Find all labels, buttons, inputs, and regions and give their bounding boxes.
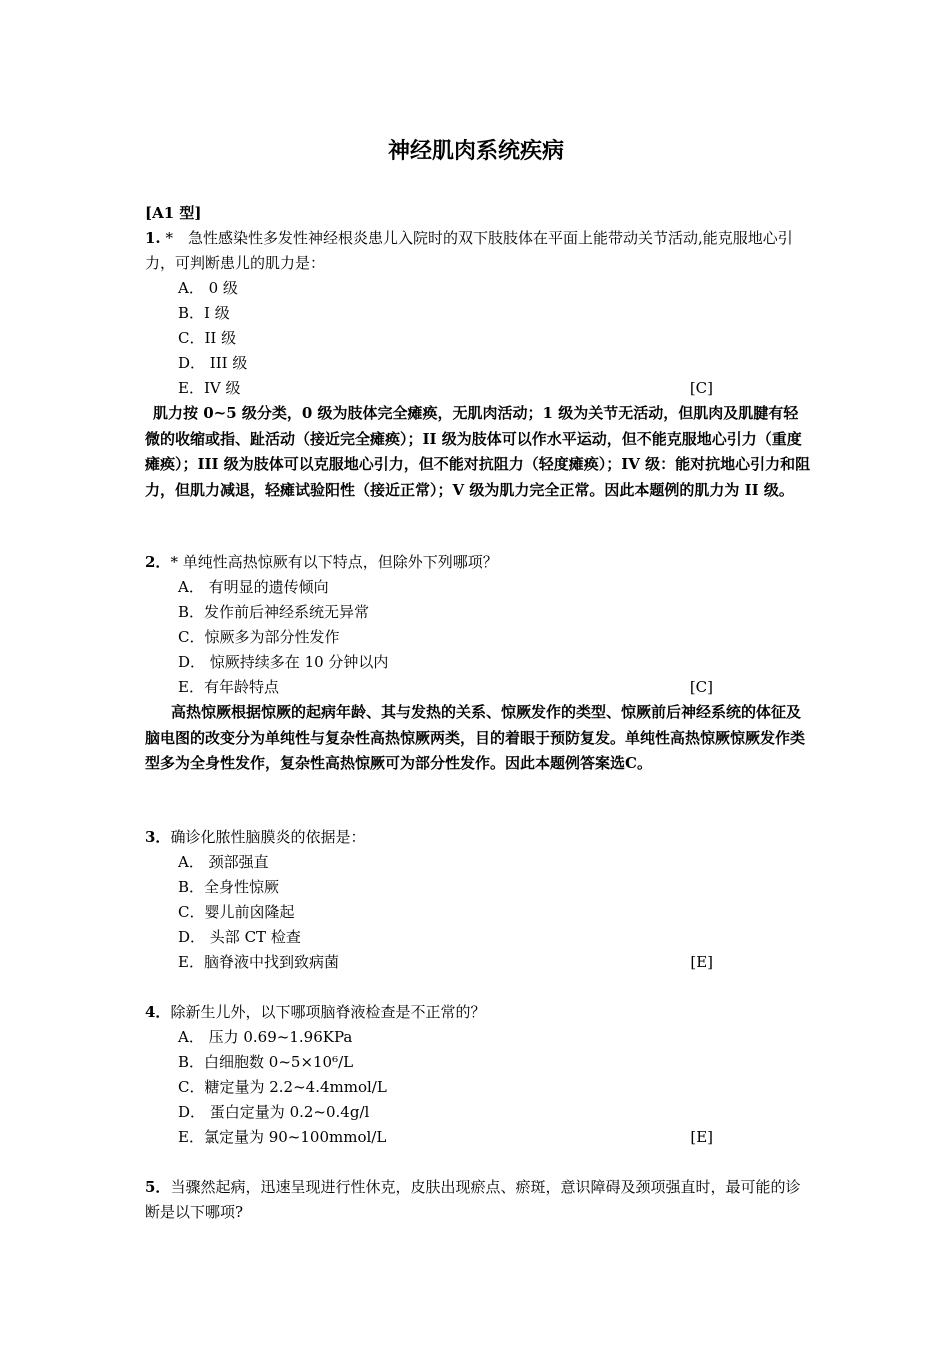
option-d: D． 蛋白定量为 0.2~0.4g/l: [178, 1103, 370, 1121]
option-d: D． 惊厥持续多在 10 分钟以内: [178, 653, 389, 671]
question-1: [145, 226, 813, 503]
option-d: D． III 级: [178, 354, 248, 372]
option-a: A． 有明显的遗传倾向: [178, 578, 329, 596]
question-2: [145, 550, 813, 777]
page-title: 神经肌肉系统疾病: [387, 138, 564, 164]
explanation: 高热惊厥根据惊厥的起病年龄、其与发热的关系、惊厥发作的类型、惊厥前后神经系统的体征及脑电图的改变分为单纯性与复杂性高热惊厥两类，目的着眼于预防复发。单纯性高热惊厥惊厥发作类型多为全身性发作，复杂性高热惊厥可为部分性发作。因此本题例答案选C。: [145, 703, 806, 772]
option-a: A． 0 级: [178, 279, 238, 297]
question-number: 2．: [145, 553, 171, 571]
question-number: 1.: [145, 229, 161, 247]
question-text: 确诊化脓性脑膜炎的依据是：: [170, 828, 366, 846]
question-3: [145, 825, 813, 975]
option-d: D． 头部 CT 检查: [178, 928, 301, 946]
question-text: 除新生儿外，以下哪项脑脊液检查是不正常的？: [170, 1003, 486, 1021]
explanation: 肌力按 0~5 级分类，0 级为肢体完全瘫痪，无肌肉活动；1 级为关节无活动，但肌肉及肌腱有轻微的收缩或指、趾活动（接近完全瘫痪）；II 级为肢体可以作水平运动，但不能克服地心引力（重度瘫痪）；III 级为肢体可以克服地心引力，但不能对抗阻力（轻度瘫痪）；IV 级：能对抗地心引力和阻力，但肌力减退，轻瘫试验阳性（接近正常）；V 级为肌力完全正常。因此本题例的肌力为 II 级。: [145, 404, 811, 499]
option-e: [145, 376, 813, 401]
option-b: B．发作前后神经系统无异常: [178, 603, 370, 621]
question-text: * 急性感染性多发性神经根炎患儿入院时的双下肢肢体在平面上能带动关节活动,能克服地心引力，可判断患儿的肌力是：: [145, 229, 793, 272]
question-text: * 单纯性高热惊厥有以下特点，但除外下列哪项？: [170, 553, 498, 571]
option-c: C．惊厥多为部分性发作: [178, 628, 340, 646]
option-b: B．白细胞数 0~5×10⁶/L: [178, 1053, 354, 1071]
option-text: E．IV 级: [178, 379, 241, 397]
question-stem: [145, 825, 813, 850]
option-text: E．有年龄特点: [178, 678, 279, 696]
question-text: 当骤然起病，迅速呈现进行性休克，皮肤出现瘀点、瘀斑，意识障碍及颈项强直时，最可能的诊断是以下哪项?: [145, 1178, 801, 1221]
option-b: B．I 级: [178, 304, 230, 322]
option-text: E．氯定量为 90~100mmol/L: [178, 1128, 387, 1146]
answer-key: [C]: [689, 678, 713, 696]
option-e: [145, 950, 813, 975]
question-5: [145, 1175, 813, 1225]
question-stem: [145, 226, 813, 276]
option-text: E．脑脊液中找到致病菌: [178, 953, 339, 971]
section-heading: [A1 型]: [145, 204, 202, 222]
question-number: 5．: [145, 1178, 171, 1196]
question-number: 4．: [145, 1003, 171, 1021]
question-stem: [145, 1175, 813, 1225]
option-e: [145, 675, 813, 700]
option-c: C．II 级: [178, 329, 237, 347]
question-4: [145, 1000, 813, 1150]
option-c: C．婴儿前囟隆起: [178, 903, 295, 921]
answer-key: [E]: [690, 1128, 713, 1146]
answer-key: [E]: [690, 953, 713, 971]
answer-key: [C]: [689, 379, 713, 397]
question-stem: [145, 1000, 813, 1025]
option-b: B．全身性惊厥: [178, 878, 280, 896]
option-a: A． 颈部强直: [178, 853, 269, 871]
question-number: 3．: [145, 828, 171, 846]
option-e: [145, 1125, 813, 1150]
question-stem: [145, 550, 813, 575]
option-c: C．糖定量为 2.2~4.4mmol/L: [178, 1078, 387, 1096]
option-a: A． 压力 0.69~1.96KPa: [178, 1028, 353, 1046]
